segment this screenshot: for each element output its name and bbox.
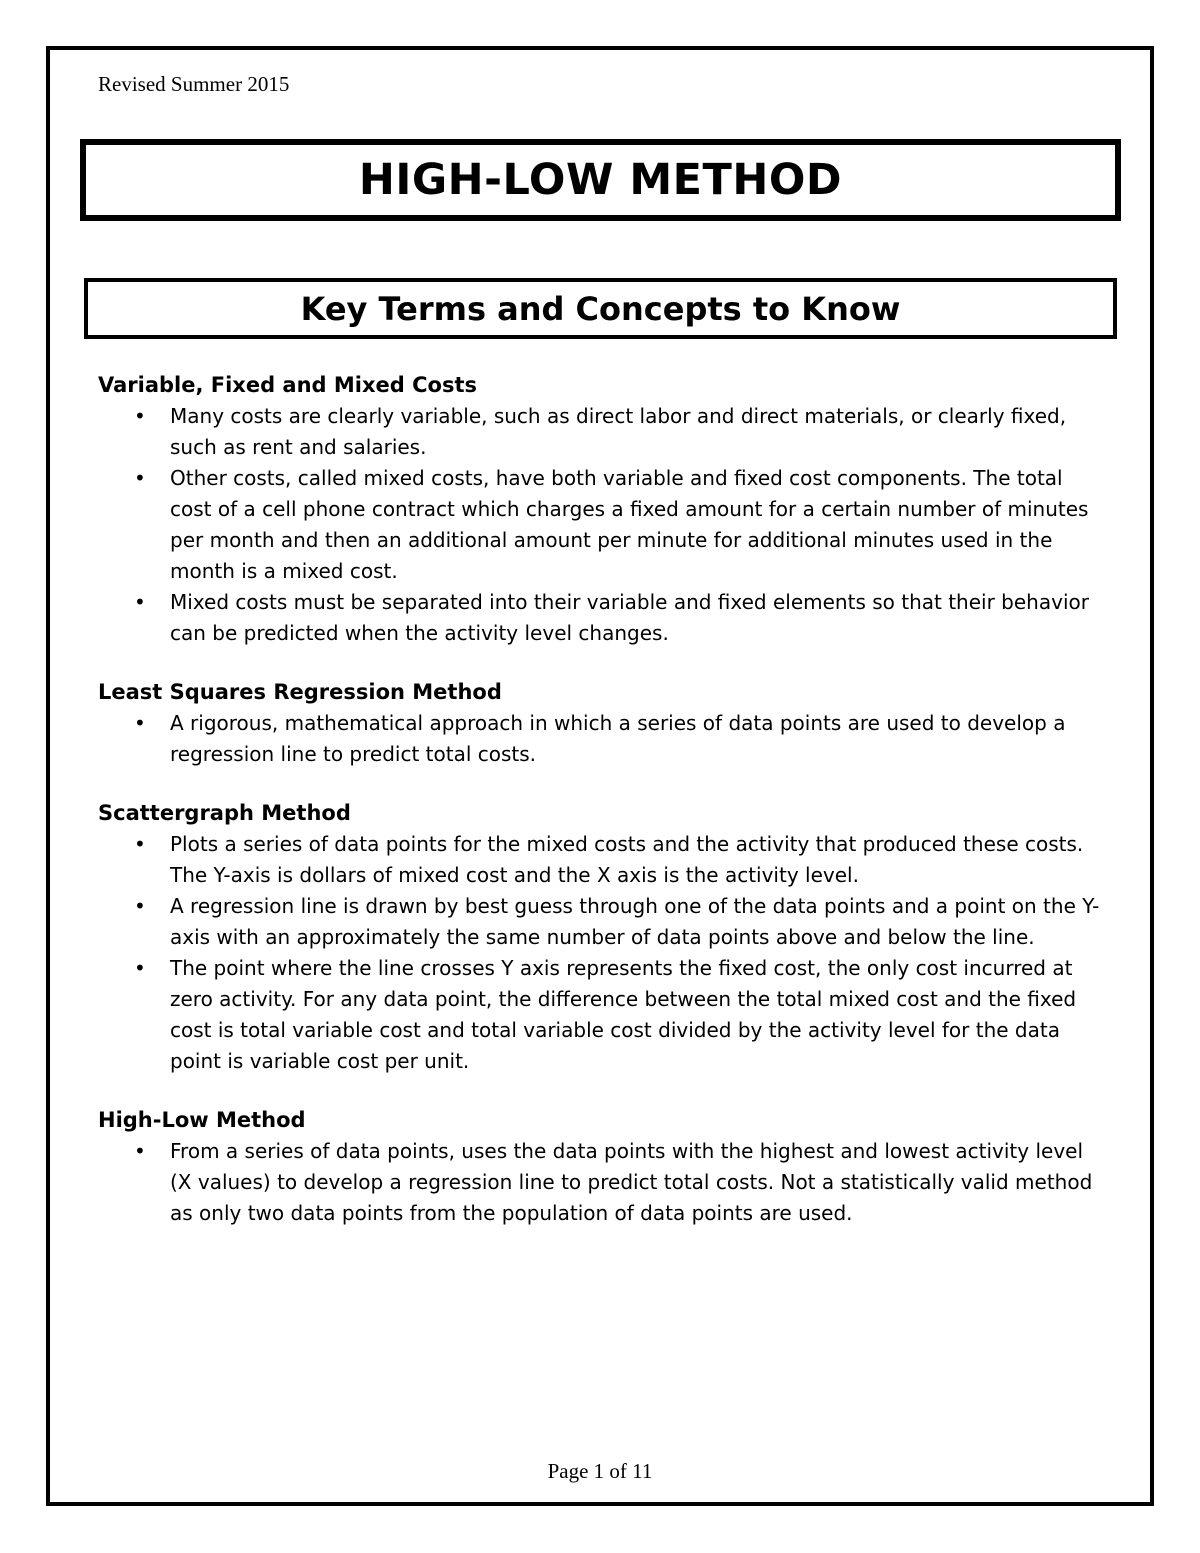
bullet-list <box>98 401 1110 649</box>
section-high-low <box>98 1105 1110 1229</box>
page-title: HIGH-LOW METHOD <box>358 154 843 205</box>
subtitle-box <box>84 278 1117 339</box>
title-box <box>80 139 1121 221</box>
bullet-list <box>98 1136 1110 1229</box>
section-scattergraph <box>98 798 1110 1077</box>
page-number: Page 1 of 11 <box>547 1459 653 1483</box>
bullet-item: • Other costs, called mixed costs, have both variable and fixed cost components. The total cost of a cell phone contract which charges a fixed amount for a certain number of minutes per month and then an additional amount per minute for additional minutes used in the month is a mixed cost. <box>98 463 1110 587</box>
section-banner-title: Key Terms and Concepts to Know <box>300 289 901 328</box>
bullet-item: • The point where the line crosses Y axis represents the fixed cost, the only cost incurred at zero activity. For any data point, the difference between the total mixed cost and the fixed cost is total variable cost and total variable cost divided by the activity level for the data point is variable cost per unit. <box>98 953 1110 1077</box>
bullet-item: • From a series of data points, uses the data points with the highest and lowest activity level (X values) to develop a regression line to predict total costs. Not a statistically valid method as only two data points from the population of data points are used. <box>98 1136 1110 1229</box>
section-heading: High-Low Method <box>98 1108 306 1132</box>
bullet-item: • Mixed costs must be separated into their variable and fixed elements so that their behavior can be predicted when the activity level changes. <box>98 587 1110 649</box>
bullet-item: • A regression line is drawn by best guess through one of the data points and a point on the Y-axis with an approximately the same number of data points above and below the line. <box>98 891 1110 953</box>
section-least-squares <box>98 677 1110 770</box>
section-heading: Scattergraph Method <box>98 801 351 825</box>
bullet-item: • A rigorous, mathematical approach in which a series of data points are used to develop a regression line to predict total costs. <box>98 708 1110 770</box>
revision-note: Revised Summer 2015 <box>98 72 290 96</box>
bullet-item: • Many costs are clearly variable, such as direct labor and direct materials, or clearly fixed, such as rent and salaries. <box>98 401 1110 463</box>
content <box>98 370 1110 1257</box>
bullet-list <box>98 708 1110 770</box>
section-heading: Variable, Fixed and Mixed Costs <box>98 373 478 397</box>
section-heading: Least Squares Regression Method <box>98 680 502 704</box>
bullet-list <box>98 829 1110 1077</box>
section-variable-fixed-mixed <box>98 370 1110 649</box>
bullet-item: • Plots a series of data points for the mixed costs and the activity that produced these costs. The Y-axis is dollars of mixed cost and the X axis is the activity level. <box>98 829 1110 891</box>
